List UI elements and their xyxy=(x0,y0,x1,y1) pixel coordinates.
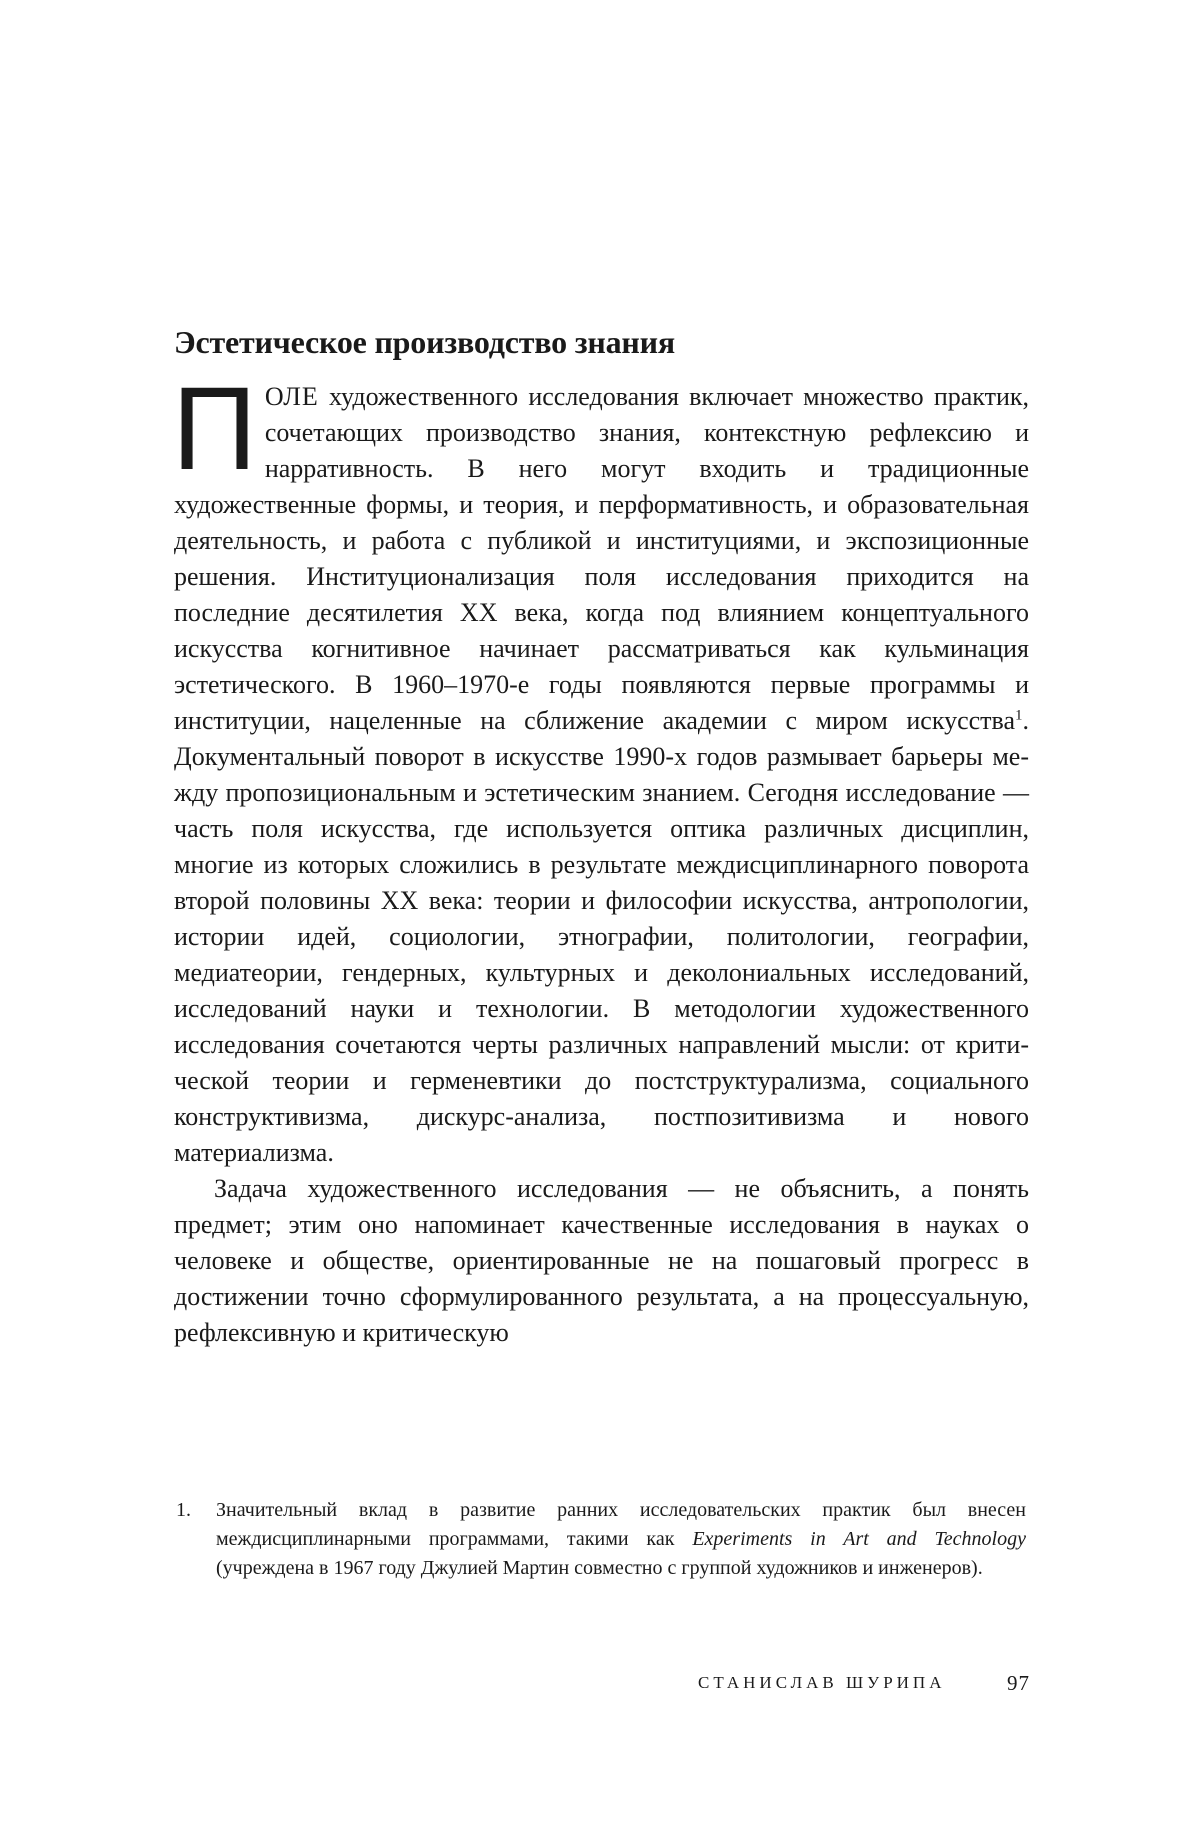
footnote-text-a: Значительный вклад в развитие ранних исследовательских практик был внесен междисциплинарными программами, такими как xyxy=(216,1499,1026,1550)
paragraph-1-text-a: художественного исследования включает множество практик, сочетающих производство знания, контекстную рефлексию и нарративность. В него могут входить и традиционные художественные формы, и теория, и перформативность, и образовательная деятельность, и работа с публикой и институциями, и экспозиционные решения. Институционализация поля исследования приходится на последние десятилетия XX века, когда под влиянием концептуального искусства когнитивное начинает рассматриваться как кульминация эстетического. В 1960–1970-е годы появляются первые программы и институции, нацеленные на сближение академии с миром искусства xyxy=(174,382,1029,735)
paragraph-2-text: Задача художественного исследования — не объяснить, а понять предмет; этим оно напоминает качественные исследования в науках о человеке и обществе, ориентированные не на пошаговый прогресс в достижении точно сформулированного результата, а на процессуальную, рефлексивную и критическую xyxy=(174,1174,1029,1347)
page-number: 97 xyxy=(1007,1671,1030,1695)
footnote-italic-title: Experiments in Art and Technology xyxy=(692,1528,1026,1550)
drop-cap-letter: П xyxy=(172,363,255,495)
lead-in-small-caps: ОЛЕ xyxy=(264,382,319,411)
footnote xyxy=(176,1496,1026,1583)
footnote-number: 1. xyxy=(176,1499,191,1521)
paragraph-1 xyxy=(172,363,1029,1171)
footnote-reference[interactable]: 1 xyxy=(1015,707,1023,724)
main-text-block xyxy=(174,320,1029,1351)
paragraph-1-text-b: . Документальный поворот в искусстве 1990-х годов размывает барьеры между пропозициональным и эстетическим знанием. Сегодня исследование — часть поля искусства, где используется оптика различных дисциплин, многие из которых сложились в результате междисциплинарного поворота второй половины XX века: теории и философии искусства, антропологии, истории идей, социологии, этнографии, политологии, географии, медиатеории, гендерных, культурных и деколониальных исследований, исследований науки и технологии. В методологии художественного исследования сочетаются черты различных направлений мысли: от критической теории и герменевтики до постструктурализма, социального конструктивизма, дискурс-анализа, постпозитивизма и нового материализма. xyxy=(174,706,1029,1167)
paragraph-2 xyxy=(174,1171,1029,1351)
running-footer-author: СТАНИСЛАВ ШУРИПА xyxy=(698,1673,946,1692)
running-footer xyxy=(600,1668,1030,1698)
section-heading: Эстетическое производство знания xyxy=(174,324,675,360)
footnote-text-b: (учреждена в 1967 году Джулией Мартин совместно с группой художников и инженеров). xyxy=(216,1557,983,1579)
